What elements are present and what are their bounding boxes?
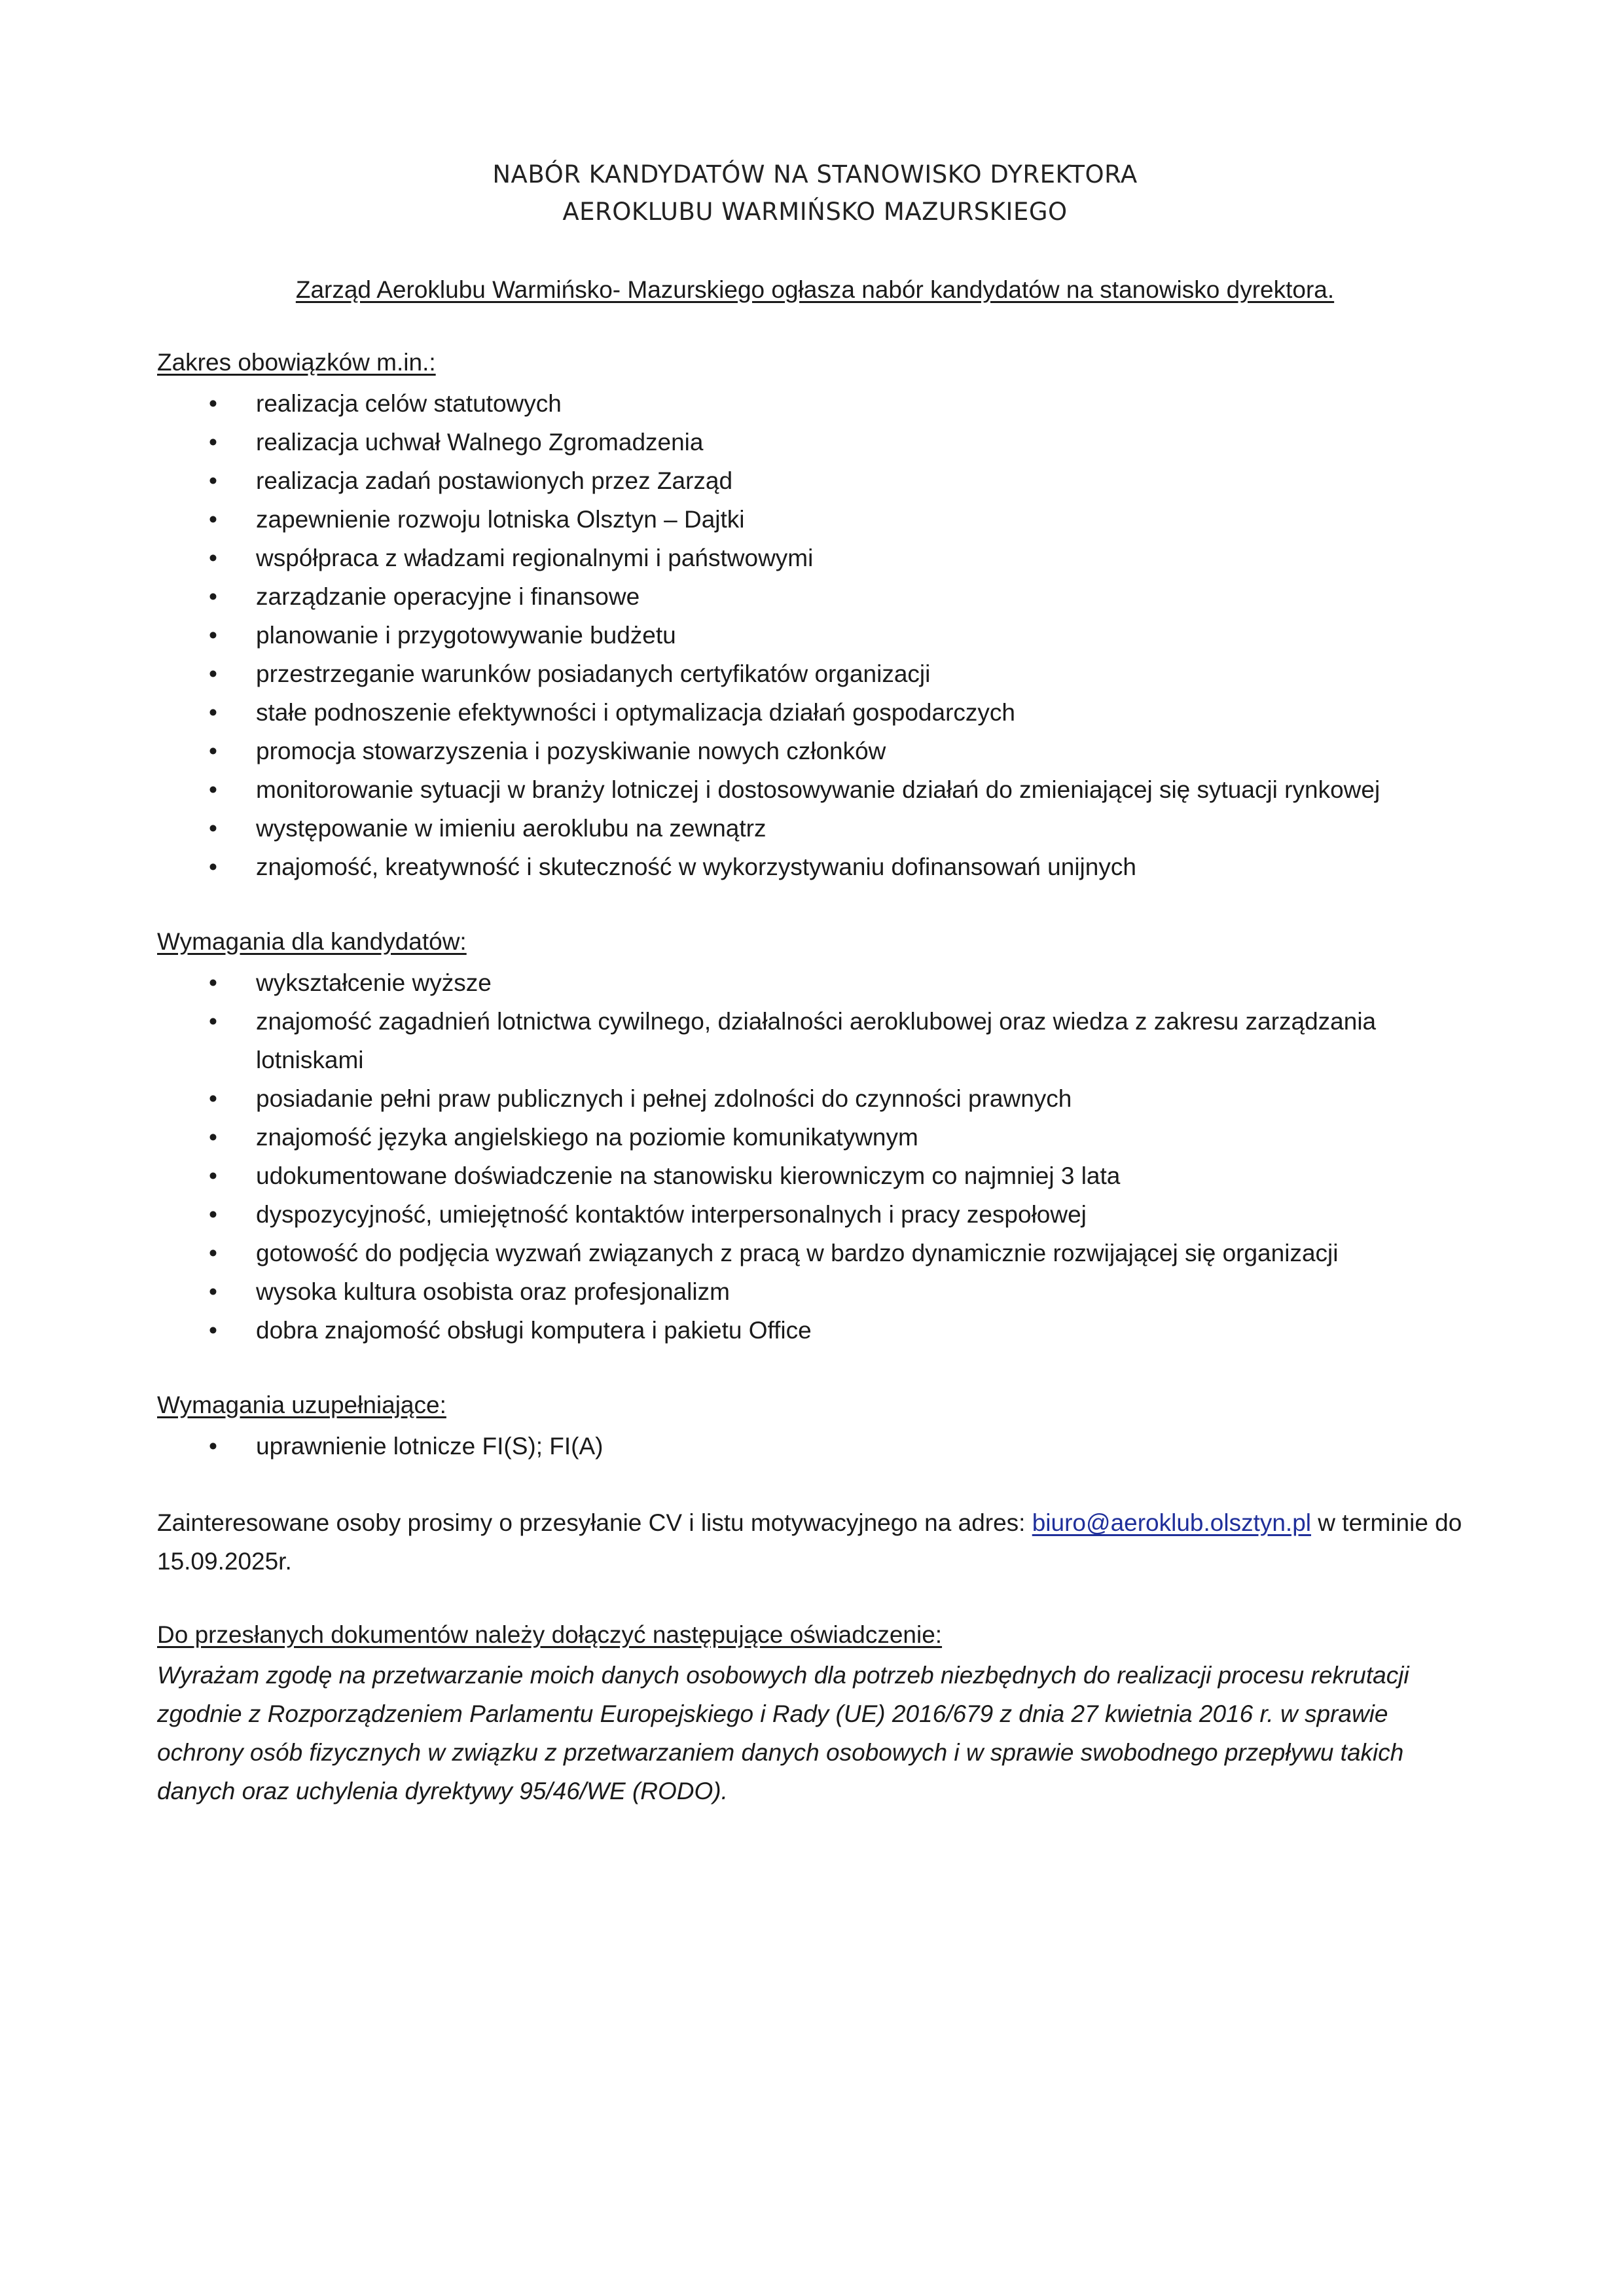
- bullet-icon: •: [209, 776, 217, 803]
- list-item: [157, 539, 1473, 577]
- list-item-text: zapewnienie rozwoju lotniska Olsztyn – Dajtki: [256, 506, 745, 533]
- bullet-icon: •: [209, 429, 217, 456]
- list-item-text: planowanie i przygotowywanie budżetu: [256, 622, 676, 649]
- requirements-heading: Wymagania dla kandydatów:: [157, 928, 467, 955]
- bullet-icon: •: [209, 622, 217, 649]
- contact-email-link[interactable]: biuro@aeroklub.olsztyn.pl: [1032, 1509, 1312, 1536]
- list-item: [157, 732, 1473, 770]
- list-item: [157, 1272, 1473, 1311]
- list-item: [157, 848, 1473, 886]
- bullet-icon: •: [209, 390, 217, 417]
- list-item: [157, 461, 1473, 500]
- list-item-text: przestrzeganie warunków posiadanych certyfikatów organizacji: [256, 660, 931, 687]
- list-item: [157, 1157, 1473, 1195]
- document-title-line-2: AEROKLUBU WARMIŃSKO MAZURSKIEGO: [562, 198, 1068, 226]
- requirements-list: [157, 963, 1473, 1350]
- list-item-text: współpraca z władzami regionalnymi i państwowymi: [256, 545, 814, 571]
- bullet-icon: •: [209, 815, 217, 842]
- bullet-icon: •: [209, 1085, 217, 1112]
- list-item-text: udokumentowane doświadczenie na stanowisku kierowniczym co najmniej 3 lata: [256, 1162, 1121, 1189]
- list-item-text: znajomość, kreatywność i skuteczność w wykorzystywaniu dofinansowań unijnych: [256, 853, 1136, 880]
- consent-heading: Do przesłanych dokumentów należy dołączyć następujące oświadczenie:: [157, 1621, 943, 1648]
- list-item: [157, 963, 1473, 1002]
- list-item-text: dobra znajomość obsługi komputera i pakietu Office: [256, 1317, 812, 1344]
- list-item-text: gotowość do podjęcia wyzwań związanych z pracą w bardzo dynamicznie rozwijającej się organizacji: [256, 1240, 1339, 1266]
- duties-list: [157, 384, 1473, 886]
- bullet-icon: •: [209, 583, 217, 610]
- bullet-icon: •: [209, 1278, 217, 1305]
- bullet-icon: •: [209, 969, 217, 996]
- supplementary-heading: Wymagania uzupełniające:: [157, 1391, 446, 1418]
- bullet-icon: •: [209, 1240, 217, 1266]
- bullet-icon: •: [209, 1317, 217, 1344]
- list-item: [157, 1118, 1473, 1157]
- application-text-after: w terminie do 15.09.2025r.: [157, 1509, 1462, 1575]
- duties-heading: Zakres obowiązków m.in.:: [157, 349, 436, 376]
- bullet-icon: •: [209, 467, 217, 494]
- bullet-icon: •: [209, 545, 217, 571]
- list-item: [157, 1311, 1473, 1350]
- bullet-icon: •: [209, 853, 217, 880]
- bullet-icon: •: [209, 1201, 217, 1228]
- list-item-text: zarządzanie operacyjne i finansowe: [256, 583, 640, 610]
- list-item: [157, 1427, 1473, 1465]
- application-instructions: [157, 1503, 1473, 1581]
- supplementary-list: [157, 1427, 1473, 1465]
- list-item-text: realizacja uchwał Walnego Zgromadzenia: [256, 429, 704, 456]
- bullet-icon: •: [209, 660, 217, 687]
- list-item-text: dyspozycyjność, umiejętność kontaktów interpersonalnych i pracy zespołowej: [256, 1201, 1087, 1228]
- list-item: [157, 655, 1473, 693]
- application-text-before: Zainteresowane osoby prosimy o przesyłanie CV i listu motywacyjnego na adres:: [157, 1509, 1032, 1536]
- list-item: [157, 1002, 1473, 1079]
- intro-announcement: Zarząd Aeroklubu Warmińsko- Mazurskiego ogłasza nabór kandydatów na stanowisko dyrektora.: [295, 276, 1335, 303]
- bullet-icon: •: [209, 1433, 217, 1460]
- document-title-line-1: NABÓR KANDYDATÓW NA STANOWISKO DYREKTORA: [492, 160, 1138, 188]
- list-item: [157, 693, 1473, 732]
- bullet-icon: •: [209, 1162, 217, 1189]
- list-item: [157, 500, 1473, 539]
- list-item-text: posiadanie pełni praw publicznych i pełnej zdolności do czynności prawnych: [256, 1085, 1072, 1112]
- list-item: [157, 616, 1473, 655]
- list-item-text: promocja stowarzyszenia i pozyskiwanie nowych członków: [256, 738, 886, 764]
- list-item-text: realizacja zadań postawionych przez Zarząd: [256, 467, 733, 494]
- list-item: [157, 423, 1473, 461]
- consent-statement: Wyrażam zgodę na przetwarzanie moich danych osobowych dla potrzeb niezbędnych do realizacji procesu rekrutacji zgodnie z Rozporządzeniem Parlamentu Europejskiego i Rady (UE) 2016/679 z dnia 27 kwietnia 2016 r. w sprawie ochrony osób fizycznych w związku z przetwarzaniem danych osobowych i w sprawie swobodnego przepływu takich danych oraz uchylenia dyrektywy 95/46/WE (RODO).: [157, 1662, 1409, 1804]
- bullet-icon: •: [209, 738, 217, 764]
- list-item-text: znajomość języka angielskiego na poziomie komunikatywnym: [256, 1124, 918, 1151]
- bullet-icon: •: [209, 1124, 217, 1151]
- list-item-text: stałe podnoszenie efektywności i optymalizacja działań gospodarczych: [256, 699, 1015, 726]
- list-item-text: występowanie w imieniu aeroklubu na zewnątrz: [256, 815, 767, 842]
- list-item-text: monitorowanie sytuacji w branży lotniczej i dostosowywanie działań do zmieniającej się sytuacji rynkowej: [256, 776, 1380, 803]
- list-item-text: realizacja celów statutowych: [256, 390, 562, 417]
- bullet-icon: •: [209, 506, 217, 533]
- list-item: [157, 1234, 1473, 1272]
- list-item: [157, 384, 1473, 423]
- bullet-icon: •: [209, 699, 217, 726]
- list-item: [157, 577, 1473, 616]
- list-item: [157, 1195, 1473, 1234]
- list-item: [157, 1079, 1473, 1118]
- bullet-icon: •: [209, 1008, 217, 1035]
- list-item: [157, 770, 1473, 809]
- list-item-text: wysoka kultura osobista oraz profesjonalizm: [256, 1278, 730, 1305]
- list-item-text: uprawnienie lotnicze FI(S); FI(A): [256, 1433, 604, 1460]
- list-item-text: wykształcenie wyższe: [256, 969, 492, 996]
- list-item: [157, 809, 1473, 848]
- list-item-text: znajomość zagadnień lotnictwa cywilnego, działalności aeroklubowej oraz wiedza z zakresu zarządzania lotniskami: [256, 1008, 1377, 1073]
